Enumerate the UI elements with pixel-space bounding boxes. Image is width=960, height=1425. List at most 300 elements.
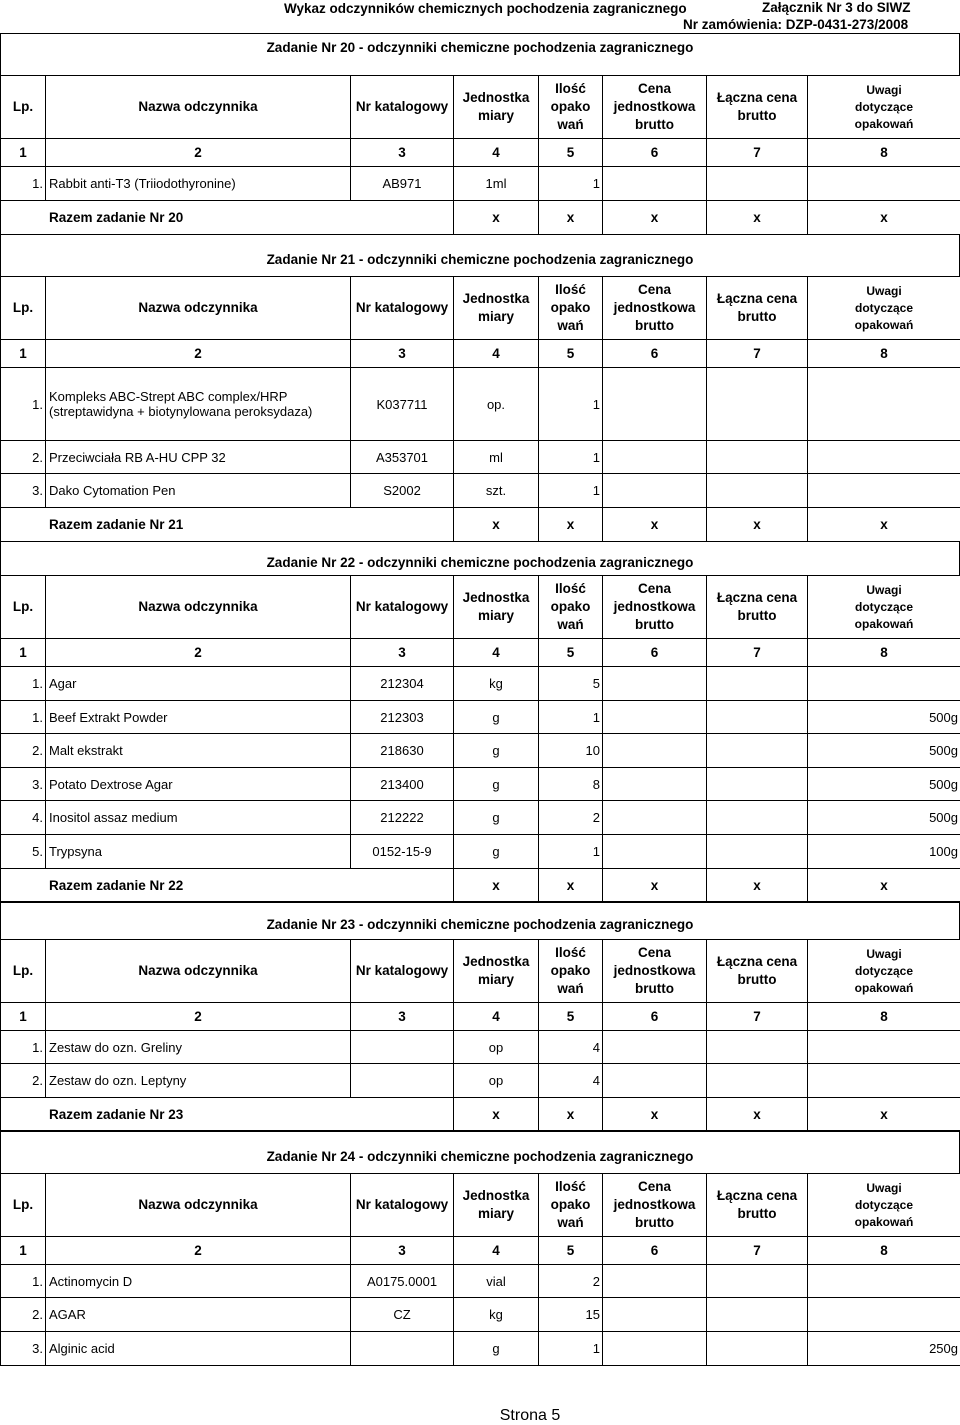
col-total-header — [707, 576, 808, 639]
order-number: Nr zamówienia: DZP-0431-273/2008 — [683, 17, 908, 33]
unit-price — [603, 734, 707, 768]
column-number: 5 — [539, 340, 603, 368]
unit: szt. — [454, 474, 539, 508]
col-unit-header-line: miary — [457, 971, 535, 989]
col-price-header-line: brutto — [606, 317, 703, 335]
row-number: 1. — [1, 368, 46, 441]
catalog-number: 212303 — [351, 701, 454, 734]
col-lp-header — [1, 277, 46, 340]
row-number: 1. — [1, 167, 46, 201]
col-qty-header-line: wań — [542, 116, 599, 134]
unit-price — [603, 1298, 707, 1332]
col-notes-header-line: opakowań — [811, 1214, 957, 1231]
col-price-header — [603, 1174, 707, 1237]
quantity: 8 — [539, 768, 603, 801]
section-title: Zadanie Nr 22 - odczynniki chemiczne pochodzenia zagranicznego — [0, 555, 960, 570]
table-row — [1, 734, 960, 768]
total-price — [707, 167, 808, 201]
column-number: 5 — [539, 1237, 603, 1265]
total-x-mark: x — [603, 201, 707, 235]
reagent-name-line: Przeciwciała RB A-HU CPP 32 — [49, 450, 347, 465]
col-name-header — [46, 76, 351, 139]
unit-price — [603, 701, 707, 734]
total-price — [707, 768, 808, 801]
col-total-header-line: brutto — [710, 1205, 804, 1223]
catalog-number — [351, 1332, 454, 1366]
reagent-name-line: Kompleks ABC-Strept ABC complex/HRP — [49, 389, 347, 404]
package-notes — [808, 441, 960, 474]
total-x-mark: x — [808, 201, 960, 235]
col-qty-header-line: wań — [542, 317, 599, 335]
column-number: 1 — [1, 139, 46, 167]
catalog-number: CZ — [351, 1298, 454, 1332]
section-title: Zadanie Nr 23 - odczynniki chemiczne pochodzenia zagranicznego — [0, 917, 960, 932]
column-number: 6 — [603, 340, 707, 368]
total-row — [1, 508, 960, 542]
catalog-number — [351, 1064, 454, 1098]
col-unit-header — [454, 277, 539, 340]
total-label: Razem zadanie Nr 22 — [1, 869, 454, 903]
package-notes — [808, 368, 960, 441]
col-qty-header-line: opako — [542, 98, 599, 116]
total-label: Razem zadanie Nr 21 — [1, 508, 454, 542]
col-total-header-line: brutto — [710, 607, 804, 625]
row-number: 4. — [1, 801, 46, 835]
column-number: 5 — [539, 139, 603, 167]
column-number: 5 — [539, 1003, 603, 1031]
col-qty-header — [539, 576, 603, 639]
col-notes-header-line: Uwagi — [811, 283, 957, 300]
package-notes: 500g — [808, 734, 960, 768]
col-catalog-header-line: Nr katalogowy — [354, 962, 450, 980]
row-number: 3. — [1, 768, 46, 801]
col-qty-header-line: opako — [542, 299, 599, 317]
page-number: Strona 5 — [0, 1407, 960, 1425]
col-lp-header-line: Lp. — [4, 299, 42, 317]
column-number: 6 — [603, 1237, 707, 1265]
column-number: 8 — [808, 639, 960, 667]
catalog-number: 212304 — [351, 667, 454, 701]
col-qty-header-line: wań — [542, 980, 599, 998]
row-number: 2. — [1, 1064, 46, 1098]
col-price-header — [603, 940, 707, 1003]
reagent-name-line: Actinomycin D — [49, 1274, 347, 1289]
col-unit-header-line: miary — [457, 308, 535, 326]
row-number: 5. — [1, 835, 46, 869]
package-notes: 250g — [808, 1332, 960, 1366]
unit: 1ml — [454, 167, 539, 201]
col-notes-header-line: opakowań — [811, 616, 957, 633]
col-lp-header — [1, 576, 46, 639]
total-row — [1, 1098, 960, 1132]
column-number: 4 — [454, 340, 539, 368]
col-catalog-header — [351, 1174, 454, 1237]
column-number: 1 — [1, 1003, 46, 1031]
quantity: 15 — [539, 1298, 603, 1332]
total-price — [707, 1298, 808, 1332]
col-qty-header — [539, 277, 603, 340]
col-lp-header-line: Lp. — [4, 598, 42, 616]
col-total-header-line: Łączna cena — [710, 290, 804, 308]
package-notes: 500g — [808, 701, 960, 734]
table-row — [1, 667, 960, 701]
total-price — [707, 667, 808, 701]
col-notes-header-line: dotyczące — [811, 963, 957, 980]
document-title: Wykaz odczynników chemicznych pochodzenia zagranicznego — [284, 1, 687, 17]
column-number: 2 — [46, 340, 351, 368]
catalog-number: 213400 — [351, 768, 454, 801]
col-total-header — [707, 76, 808, 139]
total-x-mark: x — [454, 201, 539, 235]
col-lp-header — [1, 76, 46, 139]
unit-price — [603, 768, 707, 801]
col-catalog-header-line: Nr katalogowy — [354, 299, 450, 317]
total-price — [707, 474, 808, 508]
catalog-number: AB971 — [351, 167, 454, 201]
reagent-name-line: Zestaw do ozn. Leptyny — [49, 1073, 347, 1088]
col-price-header-line: jednostkowa — [606, 1196, 703, 1214]
col-price-header-line: jednostkowa — [606, 98, 703, 116]
table-row — [1, 1332, 960, 1366]
total-row — [1, 201, 960, 235]
col-unit-header-line: miary — [457, 1205, 535, 1223]
col-unit-header-line: Jednostka — [457, 953, 535, 971]
col-notes-header-line: opakowań — [811, 317, 957, 334]
reagent-name — [46, 1265, 351, 1298]
reagent-name — [46, 1031, 351, 1064]
reagent-name-line: Inositol assaz medium — [49, 810, 347, 825]
col-price-header-line: Cena — [606, 1178, 703, 1196]
column-number: 7 — [707, 139, 808, 167]
table-row — [1, 835, 960, 869]
col-total-header — [707, 277, 808, 340]
col-qty-header — [539, 1174, 603, 1237]
catalog-number: A0175.0001 — [351, 1265, 454, 1298]
table-row — [1, 441, 960, 474]
total-label: Razem zadanie Nr 20 — [1, 201, 454, 235]
col-catalog-header-line: Nr katalogowy — [354, 98, 450, 116]
unit: g — [454, 734, 539, 768]
total-price — [707, 1332, 808, 1366]
column-number: 8 — [808, 340, 960, 368]
reagent-table — [0, 939, 960, 1132]
total-x-mark: x — [707, 201, 808, 235]
package-notes — [808, 1031, 960, 1064]
col-total-header — [707, 1174, 808, 1237]
reagent-name — [46, 701, 351, 734]
col-catalog-header-line: Nr katalogowy — [354, 598, 450, 616]
col-price-header-line: Cena — [606, 80, 703, 98]
col-total-header-line: brutto — [710, 308, 804, 326]
col-price-header-line: brutto — [606, 116, 703, 134]
col-qty-header-line: wań — [542, 616, 599, 634]
unit: kg — [454, 1298, 539, 1332]
col-notes-header-line: Uwagi — [811, 946, 957, 963]
section-title: Zadanie Nr 21 - odczynniki chemiczne pochodzenia zagranicznego — [0, 252, 960, 267]
col-price-header-line: Cena — [606, 944, 703, 962]
total-row — [1, 869, 960, 903]
row-number: 2. — [1, 734, 46, 768]
catalog-number: 0152-15-9 — [351, 835, 454, 869]
col-unit-header-line: Jednostka — [457, 290, 535, 308]
col-unit-header — [454, 940, 539, 1003]
catalog-number: S2002 — [351, 474, 454, 508]
col-qty-header-line: opako — [542, 962, 599, 980]
reagent-name-line: Beef Extrakt Powder — [49, 710, 347, 725]
unit: ml — [454, 441, 539, 474]
col-unit-header — [454, 1174, 539, 1237]
col-catalog-header — [351, 940, 454, 1003]
column-header-row — [1, 940, 960, 1003]
reagent-name-line: Alginic acid — [49, 1341, 347, 1356]
col-notes-header-line: dotyczące — [811, 599, 957, 616]
unit: op. — [454, 368, 539, 441]
column-header-row — [1, 277, 960, 340]
row-number: 1. — [1, 701, 46, 734]
table-row — [1, 701, 960, 734]
column-number: 4 — [454, 1237, 539, 1265]
reagent-name — [46, 1298, 351, 1332]
col-unit-header — [454, 576, 539, 639]
unit-price — [603, 1332, 707, 1366]
col-unit-header-line: Jednostka — [457, 89, 535, 107]
column-number: 7 — [707, 1237, 808, 1265]
col-unit-header-line: Jednostka — [457, 589, 535, 607]
package-notes: 500g — [808, 801, 960, 835]
package-notes — [808, 1064, 960, 1098]
column-number: 2 — [46, 639, 351, 667]
unit-price — [603, 441, 707, 474]
column-number: 3 — [351, 639, 454, 667]
col-price-header-line: jednostkowa — [606, 598, 703, 616]
total-price — [707, 801, 808, 835]
table-row — [1, 768, 960, 801]
col-lp-header-line: Lp. — [4, 98, 42, 116]
col-qty-header-line: Ilość — [542, 944, 599, 962]
column-number-row — [1, 340, 960, 368]
col-unit-header-line: miary — [457, 607, 535, 625]
col-unit-header-line: miary — [457, 107, 535, 125]
reagent-name-line: (streptawidyna + biotynylowana peroksydaza) — [49, 404, 347, 419]
reagent-table — [0, 276, 960, 542]
catalog-number: A353701 — [351, 441, 454, 474]
column-number: 1 — [1, 340, 46, 368]
quantity: 1 — [539, 835, 603, 869]
col-qty-header-line: opako — [542, 598, 599, 616]
table-row — [1, 368, 960, 441]
total-x-mark: x — [539, 869, 603, 903]
col-qty-header-line: wań — [542, 1214, 599, 1232]
reagent-name — [46, 1064, 351, 1098]
total-price — [707, 441, 808, 474]
column-number: 6 — [603, 1003, 707, 1031]
col-price-header — [603, 76, 707, 139]
total-x-mark: x — [539, 508, 603, 542]
col-qty-header-line: Ilość — [542, 1178, 599, 1196]
column-number: 4 — [454, 639, 539, 667]
unit: op — [454, 1064, 539, 1098]
package-notes: 100g — [808, 835, 960, 869]
col-name-header — [46, 1174, 351, 1237]
total-x-mark: x — [808, 869, 960, 903]
package-notes — [808, 167, 960, 201]
unit-price — [603, 474, 707, 508]
column-number-row — [1, 1237, 960, 1265]
col-notes-header-line: dotyczące — [811, 300, 957, 317]
total-x-mark: x — [808, 508, 960, 542]
reagent-name — [46, 441, 351, 474]
col-name-header-line: Nazwa odczynnika — [49, 598, 347, 616]
col-total-header-line: brutto — [710, 971, 804, 989]
package-notes: 500g — [808, 768, 960, 801]
column-number: 1 — [1, 639, 46, 667]
unit-price — [603, 801, 707, 835]
quantity: 10 — [539, 734, 603, 768]
col-unit-header — [454, 76, 539, 139]
col-price-header — [603, 576, 707, 639]
total-x-mark: x — [603, 869, 707, 903]
col-notes-header — [808, 576, 960, 639]
col-catalog-header-line: Nr katalogowy — [354, 1196, 450, 1214]
table-row — [1, 1031, 960, 1064]
total-x-mark: x — [454, 869, 539, 903]
unit-price — [603, 368, 707, 441]
col-lp-header — [1, 1174, 46, 1237]
col-qty-header-line: Ilość — [542, 281, 599, 299]
reagent-table — [0, 575, 960, 903]
quantity: 1 — [539, 167, 603, 201]
column-number: 6 — [603, 639, 707, 667]
catalog-number: 218630 — [351, 734, 454, 768]
table-row — [1, 1265, 960, 1298]
reagent-name — [46, 667, 351, 701]
column-number: 2 — [46, 139, 351, 167]
reagent-name — [46, 474, 351, 508]
table-row — [1, 801, 960, 835]
column-number: 8 — [808, 139, 960, 167]
column-number: 7 — [707, 1003, 808, 1031]
section-title: Zadanie Nr 24 - odczynniki chemiczne pochodzenia zagranicznego — [0, 1149, 960, 1164]
col-catalog-header — [351, 76, 454, 139]
unit: g — [454, 1332, 539, 1366]
col-notes-header-line: dotyczące — [811, 1197, 957, 1214]
table-row — [1, 167, 960, 201]
total-x-mark: x — [454, 508, 539, 542]
row-number: 3. — [1, 474, 46, 508]
column-number-row — [1, 1003, 960, 1031]
table-row — [1, 1298, 960, 1332]
total-label: Razem zadanie Nr 23 — [1, 1098, 454, 1132]
quantity: 2 — [539, 801, 603, 835]
col-notes-header — [808, 76, 960, 139]
unit: g — [454, 835, 539, 869]
col-lp-header — [1, 940, 46, 1003]
column-number: 6 — [603, 139, 707, 167]
quantity: 2 — [539, 1265, 603, 1298]
col-qty-header-line: opako — [542, 1196, 599, 1214]
total-x-mark: x — [539, 1098, 603, 1132]
unit: g — [454, 701, 539, 734]
unit-price — [603, 835, 707, 869]
col-catalog-header — [351, 277, 454, 340]
column-number: 3 — [351, 139, 454, 167]
col-name-header-line: Nazwa odczynnika — [49, 299, 347, 317]
row-number: 1. — [1, 1265, 46, 1298]
total-x-mark: x — [707, 508, 808, 542]
column-number: 3 — [351, 1237, 454, 1265]
column-header-row — [1, 76, 960, 139]
col-qty-header-line: Ilość — [542, 80, 599, 98]
reagent-name-line: Malt ekstrakt — [49, 743, 347, 758]
col-notes-header-line: Uwagi — [811, 82, 957, 99]
col-name-header-line: Nazwa odczynnika — [49, 98, 347, 116]
col-price-header-line: brutto — [606, 1214, 703, 1232]
unit-price — [603, 1265, 707, 1298]
col-name-header — [46, 576, 351, 639]
section-title: Zadanie Nr 20 - odczynniki chemiczne pochodzenia zagranicznego — [0, 40, 960, 55]
row-number: 3. — [1, 1332, 46, 1366]
column-number-row — [1, 139, 960, 167]
col-notes-header-line: opakowań — [811, 980, 957, 997]
package-notes — [808, 1265, 960, 1298]
unit: g — [454, 768, 539, 801]
reagent-name-line: Rabbit anti-T3 (Triiodothyronine) — [49, 176, 347, 191]
row-number: 2. — [1, 1298, 46, 1332]
column-number: 2 — [46, 1237, 351, 1265]
reagent-table — [0, 1173, 960, 1366]
total-price — [707, 734, 808, 768]
reagent-name-line: Zestaw do ozn. Greliny — [49, 1040, 347, 1055]
total-price — [707, 368, 808, 441]
column-number: 3 — [351, 1003, 454, 1031]
quantity: 1 — [539, 368, 603, 441]
column-number: 1 — [1, 1237, 46, 1265]
total-x-mark: x — [603, 508, 707, 542]
col-notes-header — [808, 1174, 960, 1237]
col-unit-header-line: Jednostka — [457, 1187, 535, 1205]
quantity: 1 — [539, 701, 603, 734]
reagent-table — [0, 75, 960, 235]
total-x-mark: x — [707, 1098, 808, 1132]
col-name-header-line: Nazwa odczynnika — [49, 962, 347, 980]
col-notes-header — [808, 277, 960, 340]
col-price-header-line: brutto — [606, 980, 703, 998]
col-qty-header — [539, 940, 603, 1003]
catalog-number — [351, 1031, 454, 1064]
column-number: 7 — [707, 639, 808, 667]
column-number: 8 — [808, 1237, 960, 1265]
unit: op — [454, 1031, 539, 1064]
col-price-header-line: jednostkowa — [606, 962, 703, 980]
row-number: 2. — [1, 441, 46, 474]
total-price — [707, 1265, 808, 1298]
unit-price — [603, 1031, 707, 1064]
table-row — [1, 1064, 960, 1098]
col-price-header — [603, 277, 707, 340]
col-lp-header-line: Lp. — [4, 1196, 42, 1214]
reagent-name — [46, 768, 351, 801]
reagent-name — [46, 167, 351, 201]
col-name-header — [46, 277, 351, 340]
catalog-number: 212222 — [351, 801, 454, 835]
col-notes-header-line: dotyczące — [811, 99, 957, 116]
reagent-name — [46, 1332, 351, 1366]
col-notes-header — [808, 940, 960, 1003]
col-name-header — [46, 940, 351, 1003]
column-header-row — [1, 1174, 960, 1237]
unit-price — [603, 167, 707, 201]
total-price — [707, 701, 808, 734]
